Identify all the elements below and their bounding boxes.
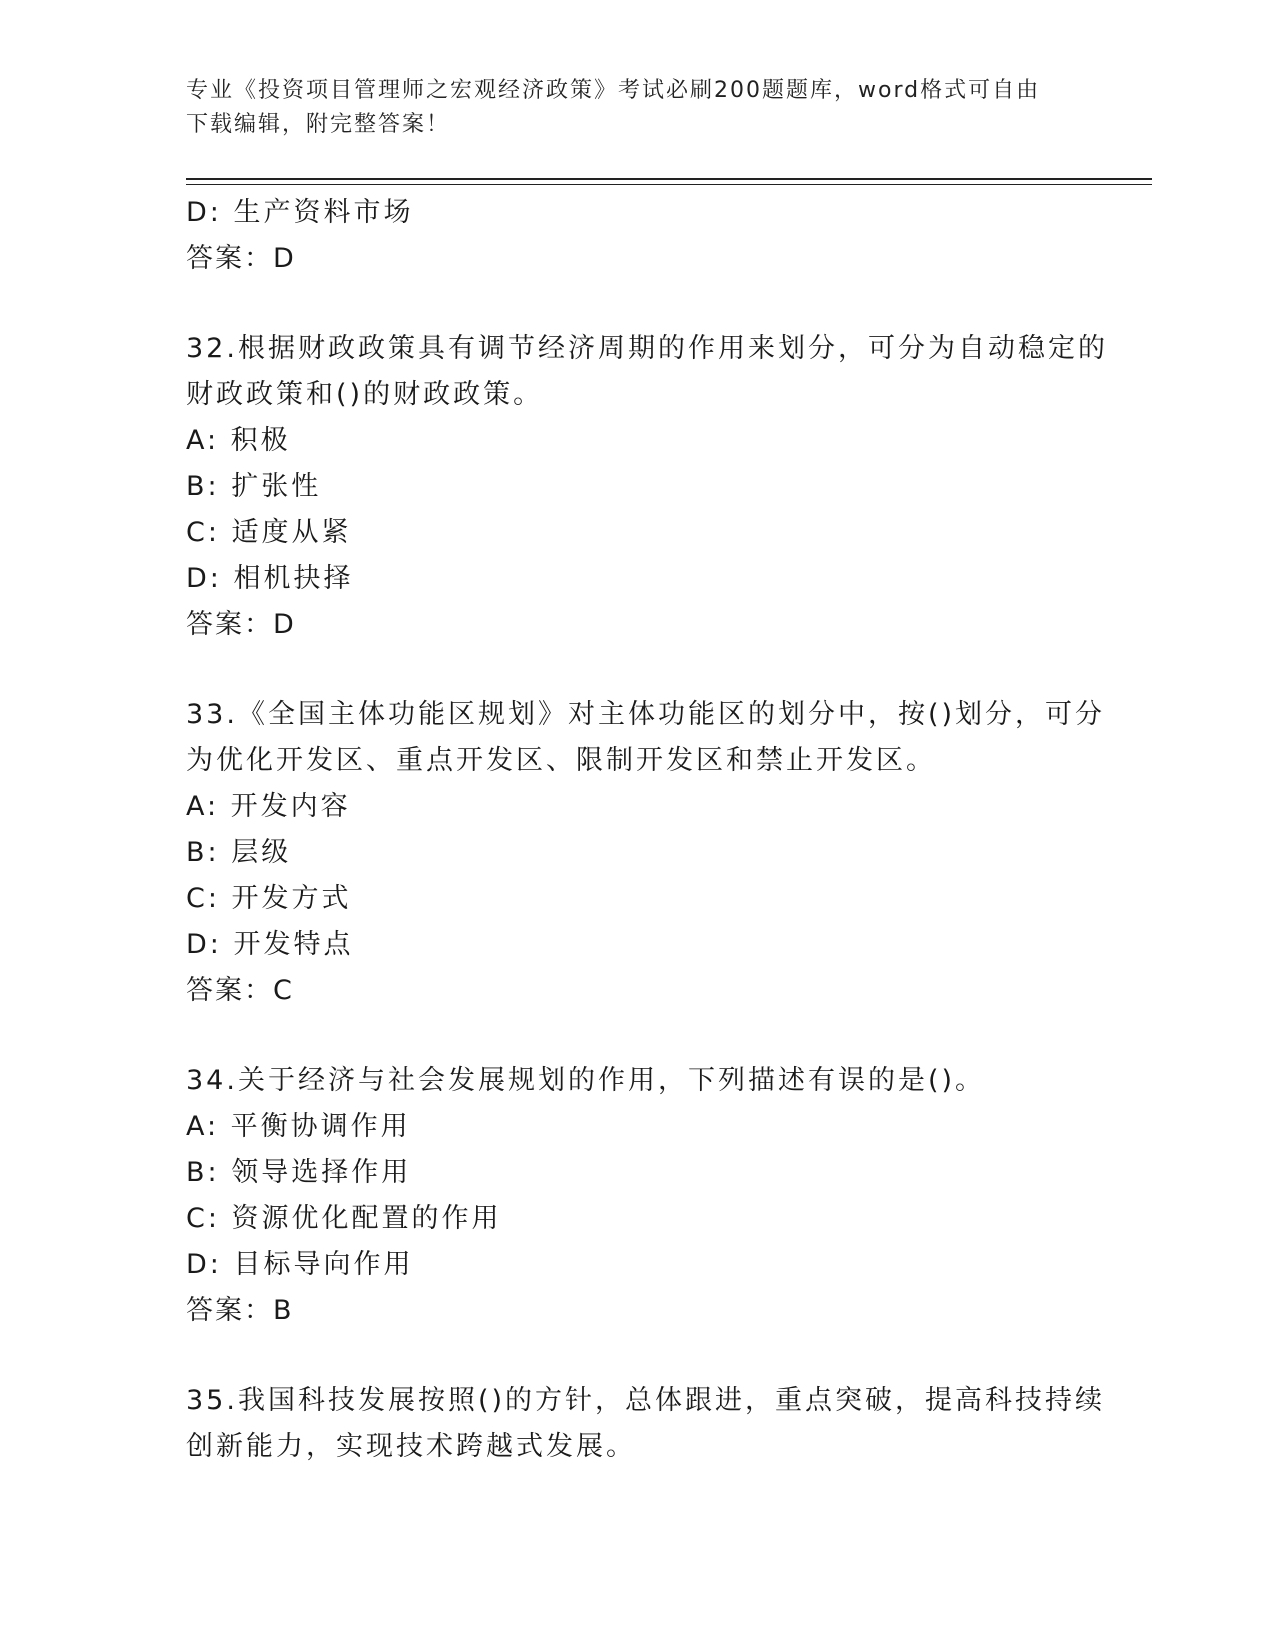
question-text-line-1: 34.关于经济与社会发展规划的作用，下列描述有误的是()。 [186,1065,986,1096]
header-divider-thin [186,184,1152,185]
option-d: D: 目标导向作用 [186,1249,414,1280]
option-a: A: 开发内容 [186,791,351,822]
question-text-line-2: 创新能力，实现技术跨越式发展。 [186,1431,636,1462]
answer: 答案：D [186,609,296,640]
option-b: B: 层级 [186,837,292,868]
option-d: D: 生产资料市场 [186,197,414,228]
option-d: D: 开发特点 [186,929,354,960]
answer: 答案：D [186,243,296,274]
option-d: D: 相机抉择 [186,563,354,594]
option-a: A: 平衡协调作用 [186,1111,411,1142]
header-line-2: 下载编辑，附完整答案！ [186,112,451,137]
question-text-line-1: 32.根据财政政策具有调节经济周期的作用来划分，可分为自动稳定的 [186,333,1108,364]
question-35 [186,1378,1106,1470]
question-text-line-1: 33.《全国主体功能区规划》对主体功能区的划分中，按()划分，可分 [186,699,1106,730]
document-body [186,190,1108,1470]
question-34 [186,1058,1086,1334]
question-31-tail [186,190,1086,282]
question-text-line-1: 35.我国科技发展按照()的方针，总体跟进，重点突破，提高科技持续 [186,1385,1106,1416]
question-32 [186,326,1108,648]
header-divider [186,178,1152,180]
option-c: C: 资源优化配置的作用 [186,1203,502,1234]
option-b: B: 领导选择作用 [186,1157,412,1188]
answer: 答案：B [186,1295,294,1326]
answer: 答案：C [186,975,294,1006]
document-header [186,74,1086,142]
header-line-1: 专业《投资项目管理师之宏观经济政策》考试必刷200题题库，word格式可自由 [186,78,1041,103]
option-c: C: 适度从紧 [186,517,352,548]
question-33 [186,692,1106,1014]
option-b: B: 扩张性 [186,471,322,502]
option-c: C: 开发方式 [186,883,352,914]
question-text-line-2: 为优化开发区、重点开发区、限制开发区和禁止开发区。 [186,745,936,776]
option-a: A: 积极 [186,425,291,456]
question-text-line-2: 财政政策和()的财政政策。 [186,379,544,410]
